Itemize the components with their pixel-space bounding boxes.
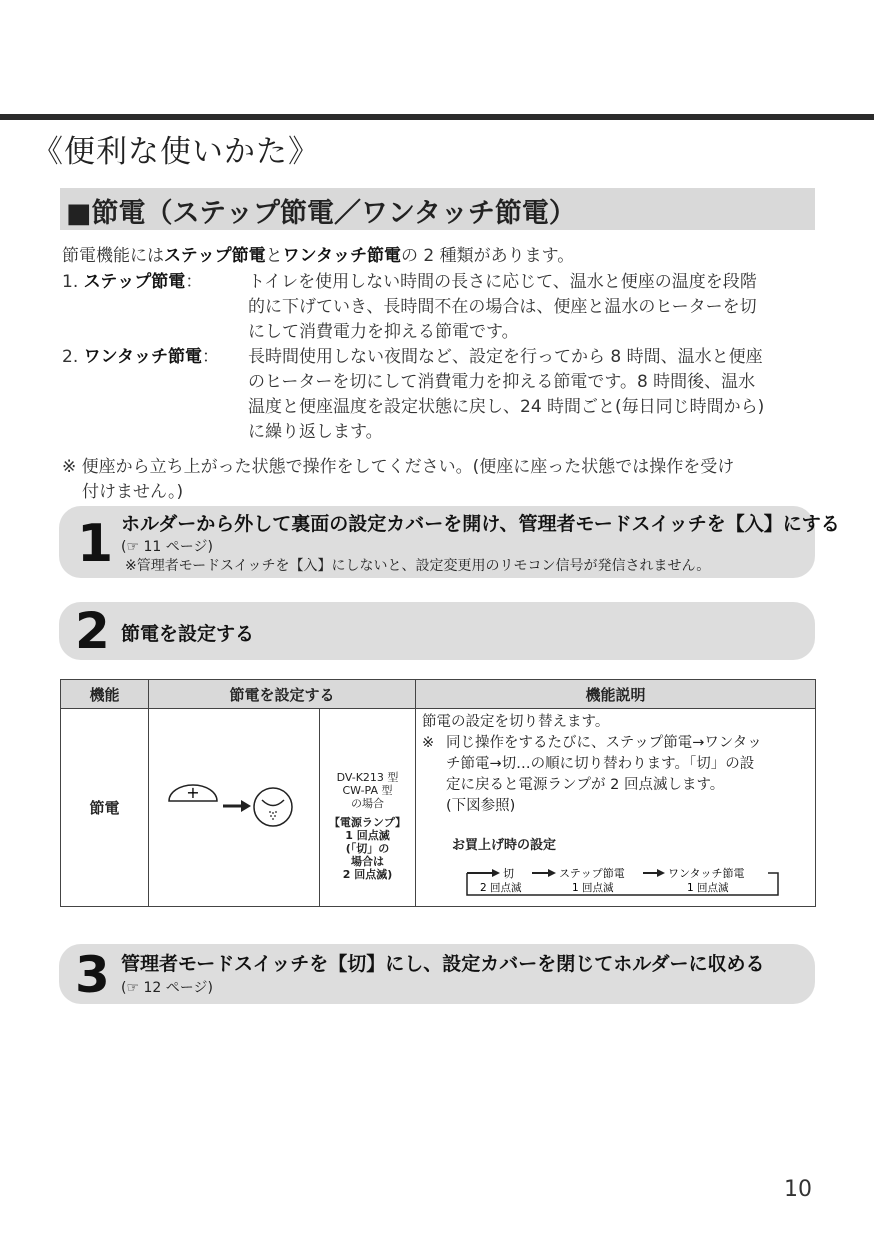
header-description: 機能説明 <box>416 680 816 709</box>
step-1-number: 1 <box>77 514 114 574</box>
section-title-text: 節電（ステップ節電／ワンタッチ節電） <box>91 198 576 229</box>
intro-bold-step: ステップ節電 <box>164 246 266 266</box>
description-cell <box>416 709 816 907</box>
section-marker: ■ <box>66 198 92 229</box>
plus-symbol: + <box>186 783 200 802</box>
operation-illustration-cell <box>149 709 320 907</box>
page-title: 《便利な使いかた》 <box>32 134 320 170</box>
model-line: DV-K213 型 <box>336 771 399 784</box>
cycle-state-onetouch: ワンタッチ節電 <box>668 867 745 880</box>
intro-text: と <box>265 246 283 266</box>
item2-line: 温度と便座温度を設定状態に戻し、24 時間ごと(毎日同じ時間から) <box>248 397 765 417</box>
cycle-blink-step: 1 回点滅 <box>572 882 614 894</box>
item1-line: 的に下げていき、長時間不在の場合は、便座と温水のヒーターを切 <box>248 297 757 317</box>
item1-colon: ： <box>185 272 203 292</box>
item1-number: 1. <box>62 272 79 292</box>
settings-table <box>60 679 816 907</box>
header-function: 機能 <box>61 680 149 709</box>
factory-setting-title: お買上げ時の設定 <box>452 838 557 853</box>
model-line: CW-PA 型 <box>342 784 393 797</box>
seat-sensor-curve <box>262 800 284 806</box>
step-3-reference: (☞ 12 ページ) <box>121 980 213 996</box>
step-3-title: 管理者モードスイッチを【切】にし、設定カバーを閉じてホルダーに収める <box>121 953 765 975</box>
intro-text: 節電機能には <box>62 246 164 266</box>
step-2-number: 2 <box>75 602 110 660</box>
note-line: ※ 便座から立ち上がった状態で操作をしてください。(便座に座った状態では操作を受け <box>62 457 735 477</box>
item1-line: にして消費電力を抑える節電です。 <box>248 322 519 342</box>
description-note-mark: ※ <box>422 735 435 751</box>
intro-paragraph <box>62 244 574 268</box>
seat-sensor-icon <box>254 788 292 826</box>
page-number: 10 <box>784 1177 812 1202</box>
cycle-arrow-head <box>657 869 665 877</box>
lamp-line: 場合は <box>351 855 384 868</box>
item1-label <box>62 270 202 294</box>
header-setting: 節電を設定する <box>149 680 416 709</box>
model-lamp-cell <box>320 709 416 907</box>
function-name: 節電 <box>61 709 149 907</box>
top-rule <box>0 114 874 120</box>
description-text: 節電の設定を切り替えます。 <box>422 714 610 730</box>
note-line: 付けません。) <box>82 482 184 502</box>
step-1-reference: (☞ 11 ページ) <box>121 539 213 555</box>
step-3-box <box>59 944 815 1004</box>
intro-text: の 2 種類があります。 <box>401 246 575 266</box>
intro-bold-onetouch: ワンタッチ節電 <box>282 246 401 266</box>
operation-illustration <box>149 709 319 906</box>
model-info <box>320 709 415 810</box>
description-note-line: (下図参照) <box>446 798 516 814</box>
item2-line: に繰り返します。 <box>248 422 383 442</box>
step-1-title: ホルダーから外して裏面の設定カバーを開け、管理者モードスイッチを【入】にする <box>121 513 840 535</box>
cycle-state-step: ステップ節電 <box>559 867 625 880</box>
arrow-head-icon <box>241 800 251 812</box>
lamp-line: 【電源ランプ】 <box>328 816 407 829</box>
item2-line: のヒーターを切にして消費電力を抑える節電です。8 時間後、温水 <box>248 372 756 392</box>
item1-label-text: ステップ節電 <box>83 272 186 292</box>
item2-label-text: ワンタッチ節電 <box>83 347 202 367</box>
seat-sensor-dots-icon <box>269 811 277 820</box>
cycle-state-off: 切 <box>503 867 514 880</box>
item2-colon: ： <box>201 347 219 367</box>
cycle-blink-off: 2 回点滅 <box>480 882 522 894</box>
item2-line: 長時間使用しない夜間など、設定を行ってから 8 時間、温水と便座 <box>248 347 763 367</box>
cycle-arrow-head <box>492 869 500 877</box>
item2-number: 2. <box>62 347 79 367</box>
section-title <box>66 191 576 230</box>
lamp-line: (「切」の <box>345 842 390 855</box>
item2-label <box>62 345 219 369</box>
step-1-note: ※管理者モードスイッチを【入】にしないと、設定変更用のリモコン信号が発信されません。 <box>125 558 711 574</box>
description-note-line: 定に戻ると電源ランプが 2 回点滅します。 <box>446 777 725 793</box>
description-note-line: チ節電→切…の順に切り替わります。「切」の設 <box>446 756 755 772</box>
step-2-title: 節電を設定する <box>121 623 255 645</box>
step-3-number: 3 <box>75 946 110 1004</box>
lamp-line: 2 回点滅) <box>342 868 393 881</box>
model-line: の場合 <box>351 797 384 810</box>
step-1-box <box>59 506 840 578</box>
item1-line: トイレを使用しない時間の長さに応じて、温水と便座の温度を段階 <box>248 272 757 292</box>
description-note-line: 同じ操作をするたびに、ステップ節電→ワンタッ <box>446 735 762 751</box>
step-2-box <box>59 602 815 660</box>
cycle-diagram <box>462 855 792 901</box>
cycle-arrow-head <box>548 869 556 877</box>
cycle-blink-onetouch: 1 回点滅 <box>687 882 729 894</box>
lamp-line: 1 回点滅 <box>345 829 390 842</box>
lamp-info <box>320 816 415 881</box>
